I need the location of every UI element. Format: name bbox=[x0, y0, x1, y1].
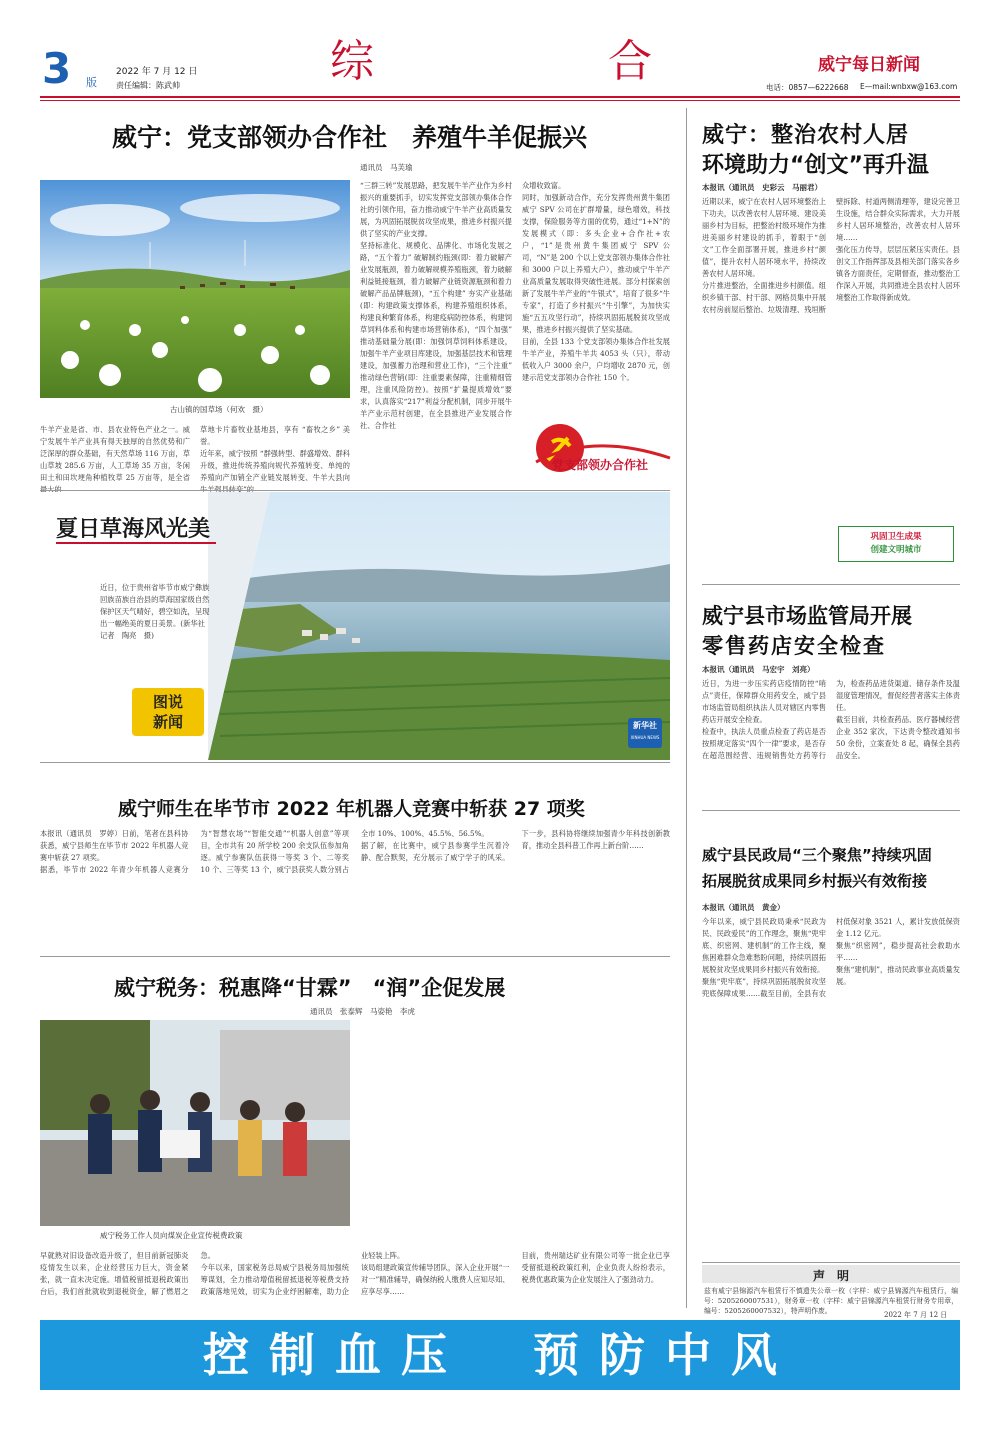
right1-badge-line2: 创建文明城市 bbox=[870, 545, 922, 555]
notice-date: 2022 年 7 月 12 日 bbox=[884, 1311, 948, 1319]
right1-byline: 本报讯（通讯员 史彩云 马丽君） bbox=[702, 183, 822, 192]
article2-body: 本报讯（通讯员 罗婷）日前，笔者在县科协获悉，威宁县师生在毕节市 2022 年机器人竞赛中斩获 27 项奖。 据悉，毕节市 2022 年青少年机器人竞赛分为“智慧农场”“智能交通”“机器人创意”等项目，全市共有 20 所学校 200 余支队伍参加角逐。威宁参赛队伍获得一等奖 3 个、二等奖 10 个、三等奖 13 个，威宁县获奖人数分别占全市 10%、100%、45.5%、56.5%。 据了解，在比赛中，威宁县参赛学生沉着冷静、配合默契，充分展示了威宁学子的风采。下一步，县科协将继续加强青少年科技创新教育，推动全县科普工作再上新台阶…… bbox=[40, 829, 670, 874]
party-emblem-badge bbox=[522, 412, 670, 486]
article2-bottom-rule bbox=[40, 956, 670, 957]
feature-tag-line1: 图说 bbox=[152, 693, 183, 711]
paper-name: 威宁每日新闻 bbox=[818, 55, 920, 75]
notice-body: 兹有威宁县锦源汽车租赁行不慎遗失公章一枚（字样：威宁县锦源汽车租赁行，编号：5205260007531），财务章一枚（字样：威宁县锦源汽车租赁行财务专用章，编号：5205260007532），特声明作废。 bbox=[704, 1287, 958, 1315]
masthead-date: 2022 年 7 月 12 日 bbox=[116, 67, 198, 77]
right1-body: 近期以来，威宁在农村人居环境整治上下功夫，以改善农村人居环境、建设美丽乡村为目标，把整治村级环境作为推进美丽乡村建设的抓手，着眼于“创文”工作全面部署开展，推进乡村“颜值”，提升农村人居环境水平，持续改善农村人居环境。 分片推进整治，全面推进乡村颜值。组织乡镇干部、村干部、网格员集中开展农村房前屋后整治、垃圾清理、残垣断壁拆除、村道两侧清理等，建设完善卫生设施，结合群众实际需求，大力开展乡村人居环境整治，改善农村人居环境…… 强化压力传导，层层压紧压实责任。县创文工作指挥部及县相关部门落实各乡镇各方面责任，定期督查，推动整治工作深入开展，共同推进全县农村人居环境整治工作取得新成效。 bbox=[702, 197, 960, 314]
feature-tag bbox=[132, 688, 204, 736]
xinhua-watermark-sub: XINHUA NEWS bbox=[630, 735, 660, 740]
party-badge-text: 党支部领办合作社 bbox=[552, 458, 649, 472]
right2-title-line1: 威宁县市场监管局开展 bbox=[702, 604, 912, 628]
tax-staff-photo bbox=[40, 1020, 350, 1226]
xinhua-watermark bbox=[628, 718, 662, 748]
feature-tag-line2: 新闻 bbox=[152, 713, 183, 731]
article3-byline: 通讯员 张泰辉 马姿艳 李虎 bbox=[310, 1007, 415, 1016]
section-title-char2: 合 bbox=[608, 36, 652, 87]
feature-bottom-rule bbox=[40, 762, 670, 763]
right3-byline: 本报讯（通讯员 黄金） bbox=[702, 903, 785, 912]
article1-col4: 众增收致富。 同时，加强新动合作，充分发挥贵州黄牛集团威宁 SPV 公司在扩群增量，绿色增效，科技支撑，保险服务等方面的优势，通过“1+N”的发展模式（即：多头企业+合作社+农户，“1”是贵州黄牛集团威宁 SPV 公司，“N”是 200 个以上党支部领办集体合作社和 3000 户以上养殖大户），推动威宁牛羊产业高质量发展取得突破性进展。部分村探索创新了发展牛羊产业的“牛银式”，培育了很多“牛专家”，打造了乡村振兴“牛引擎”，为加快实施“五五攻坚行动”，持续巩固拓展脱贫攻坚成果，推进乡村振兴提供了坚实基础。 目前，全县 133 个党支部领办集体合作社发展牛羊产业，养殖牛羊共 4053 头（只），带动低收入户 3000 余户，户均增收 2870 元，创建示范党支部领办合作社 150 个。 bbox=[522, 181, 670, 382]
article3-photo bbox=[40, 1020, 350, 1226]
article3-body: 早就熟对旧设备改造升级了，但目前新冠肺炎疫情发生以来，企业经营压力巨大，资金紧张，就一直未决定施。增值税留抵退税政策出台后，我们首批就收到退税资金，解了燃眉之急。 今年以来，国家税务总局威宁县税务局加强统筹谋划，全力推动增值税留抵退税等税费支持政策落地见效，切实为企业纾困解难，助力企业轻装上阵。 该局组建政策宣传辅导团队，深入企业开展“一对一”精准辅导，确保纳税人缴费人应知尽知、应享尽享…… 目前，贵州瑞达矿业有限公司等一批企业已享受留抵退税政策红利，企业负责人纷纷表示，税费优惠政策为企业发展注入了强劲动力。 bbox=[40, 1251, 670, 1296]
right3-title-line1: 威宁县民政局“三个聚焦”持续巩固 bbox=[702, 846, 932, 864]
article1-byline: 通讯员 马芙瑜 bbox=[360, 163, 413, 172]
feature-photo bbox=[40, 492, 670, 760]
masthead-editor: 责任编辑：陈武帅 bbox=[116, 81, 180, 90]
feature-caption: 近日，位于贵州省毕节市威宁彝族回族苗族自治县的草海国家级自然保护区天气晴好，碧空如洗，呈现出一幅绝美的夏日美景。(新华社记者 陶亮 摄) bbox=[100, 583, 210, 640]
feature-title: 夏日草海风光美 bbox=[56, 516, 211, 542]
right1-title-line2: 环境助力“创文”再升温 bbox=[702, 153, 929, 178]
bottom-banner-text: 控制血压 预防中风 bbox=[203, 1328, 797, 1382]
masthead-rule bbox=[40, 96, 960, 98]
article1-col3: “三群三转”发展思路，把发展牛羊产业作为乡村振兴的重要抓手，切实发挥党支部领办集体合作社的引领作用，奋力推动威宁牛羊产业高质量发展，为巩固拓展脱贫攻坚成果，推进乡村振兴提供了坚实的产业支撑。 坚持标准化、规模化、品牌化、市场化发展之路，“五个着力” 破解制约瓶颈(即：着力破解产业发展瓶颈，着力破解规模养殖瓶颈，着力破解利益链接瓶颈，着力破解产业链资源瓶颈和着力破解产品品牌瓶颈)，“五个构建” 夯实产业基础(即：构建政策支撑体系，构建养殖组织体系，构建良种繁育体系，构建疫病防控体系，构建饲草饲料体系和构建市场营销体系)，“四个加强” 推动基础量分展(即：加强饲草饲料体系建设，加强牛羊产业项目库建设，加强基层技术和管理建设，加强蓄力治理和营业工作)，“三个注重” 推动绿色营销(即：注重要素保障，注重精细管理，注重风险防控)。按照“扩量提质增效”要求，认真落实“217”利益分配机制，同步开展牛羊产业示范村创建，在全县推进产业发展合作社、合作社 bbox=[360, 181, 512, 430]
article2-title: 威宁师生在毕节市 2022 年机器人竞赛中斩获 27 项奖 bbox=[118, 798, 585, 820]
right1-bottom-rule bbox=[702, 584, 960, 585]
right3-title-line2: 拓展脱贫成果同乡村振兴有效衔接 bbox=[702, 872, 928, 890]
article1-photo bbox=[40, 180, 350, 398]
notice-title-bar bbox=[702, 1265, 960, 1283]
right1-badge bbox=[838, 526, 954, 562]
page-number: 3 bbox=[42, 44, 72, 93]
right2-bottom-rule bbox=[702, 810, 960, 811]
article1-title: 威宁：党支部领办合作社 养殖牛羊促振兴 bbox=[112, 123, 588, 152]
notice-title: 声 明 bbox=[812, 1269, 849, 1283]
article3-title: 威宁税务：税惠降“甘霖” “润”企促发展 bbox=[114, 976, 506, 1000]
right2-body: 近日，为进一步压实药店疫情防控“哨点”责任，保障群众用药安全，威宁县市场监管局组织执法人员对辖区内零售药店开展安全检查。 检查中，执法人员重点检查了药店是否按照规定落实“四个一律”要求，是否存在超范围经营、违规销售处方药等行为，检查药品进货渠道、储存条件及温湿度管理情况，督促经营者落实主体责任。 截至目前，共检查药品、医疗器械经营企业 352 家次，下达责令整改通知书 50 余份，立案查处 8 起，确保全县药品安全。 bbox=[702, 679, 960, 760]
article1-photo-caption: 古山镇的国草场（何欢 摄） bbox=[170, 405, 268, 414]
article1-col2: 草地卡片畜牧业基地县，享有 “畜牧之乡” 美誉。 近年来，威宁按照 “群强转型、群盛增效、群科升级，推进传统养殖向规代养殖转变、单纯的养殖向产加销全产业链发展转变、牛羊大县向 bbox=[200, 425, 350, 482]
feature-title-underline bbox=[56, 542, 216, 544]
right3-body: 今年以来，威宁县民政局秉承“民政为民、民政爱民”的工作理念，聚焦“兜牢底、织密网、建机制”的工作主线，聚焦困难群众急难愁盼问题，持续巩固拓展脱贫攻坚成果同乡村振兴有效衔接。 聚焦“兜牢底”，持续巩固拓展脱贫攻坚兜底保障成果……截至目前，全县有农村低保对象 3521 人，累计发放低保资金 1.12 亿元。 聚焦“织密网”，稳步提高社会救助水平…… 聚焦“建机制”，推动民政事业高质量发展。 bbox=[702, 917, 960, 998]
article1-col1: 牛羊产业是省、市、县农业特色产业之一。威宁发展牛羊产业具有得天独厚的自然优势和广泛深厚的群众基础，有天然草场 116 万亩，草山草坡 285.6 万亩，人工草场 35 万亩，冬闲田土和田坎埂角种植牧草 25 万亩等，是全省 bbox=[40, 425, 190, 482]
masthead-email: E—mail:wnbxw@163.com bbox=[860, 82, 958, 91]
masthead-phone: 电话：0857—6222668 bbox=[766, 83, 849, 92]
right1-badge-line1: 巩固卫生成果 bbox=[870, 532, 922, 542]
right2-title-line2: 零售药店安全检查 bbox=[702, 634, 886, 658]
section-title-char1: 综 bbox=[330, 36, 374, 87]
grassland-image bbox=[40, 180, 350, 398]
masthead-rule-thin bbox=[40, 100, 960, 101]
article3-photo-caption: 威宁税务工作人员向煤炭企业宣传税费政策 bbox=[100, 1231, 243, 1240]
page-suffix: 版 bbox=[86, 76, 97, 89]
feature-top-rule bbox=[40, 490, 670, 491]
xinhua-watermark-text: 新华社 bbox=[633, 721, 657, 730]
right1-title-line1: 威宁：整治农村人居 bbox=[702, 123, 910, 148]
right2-byline: 本报讯（通讯员 马宏宇 刘亮） bbox=[702, 665, 815, 674]
party-emblem-icon bbox=[522, 412, 670, 486]
right-column-divider bbox=[686, 108, 687, 1308]
